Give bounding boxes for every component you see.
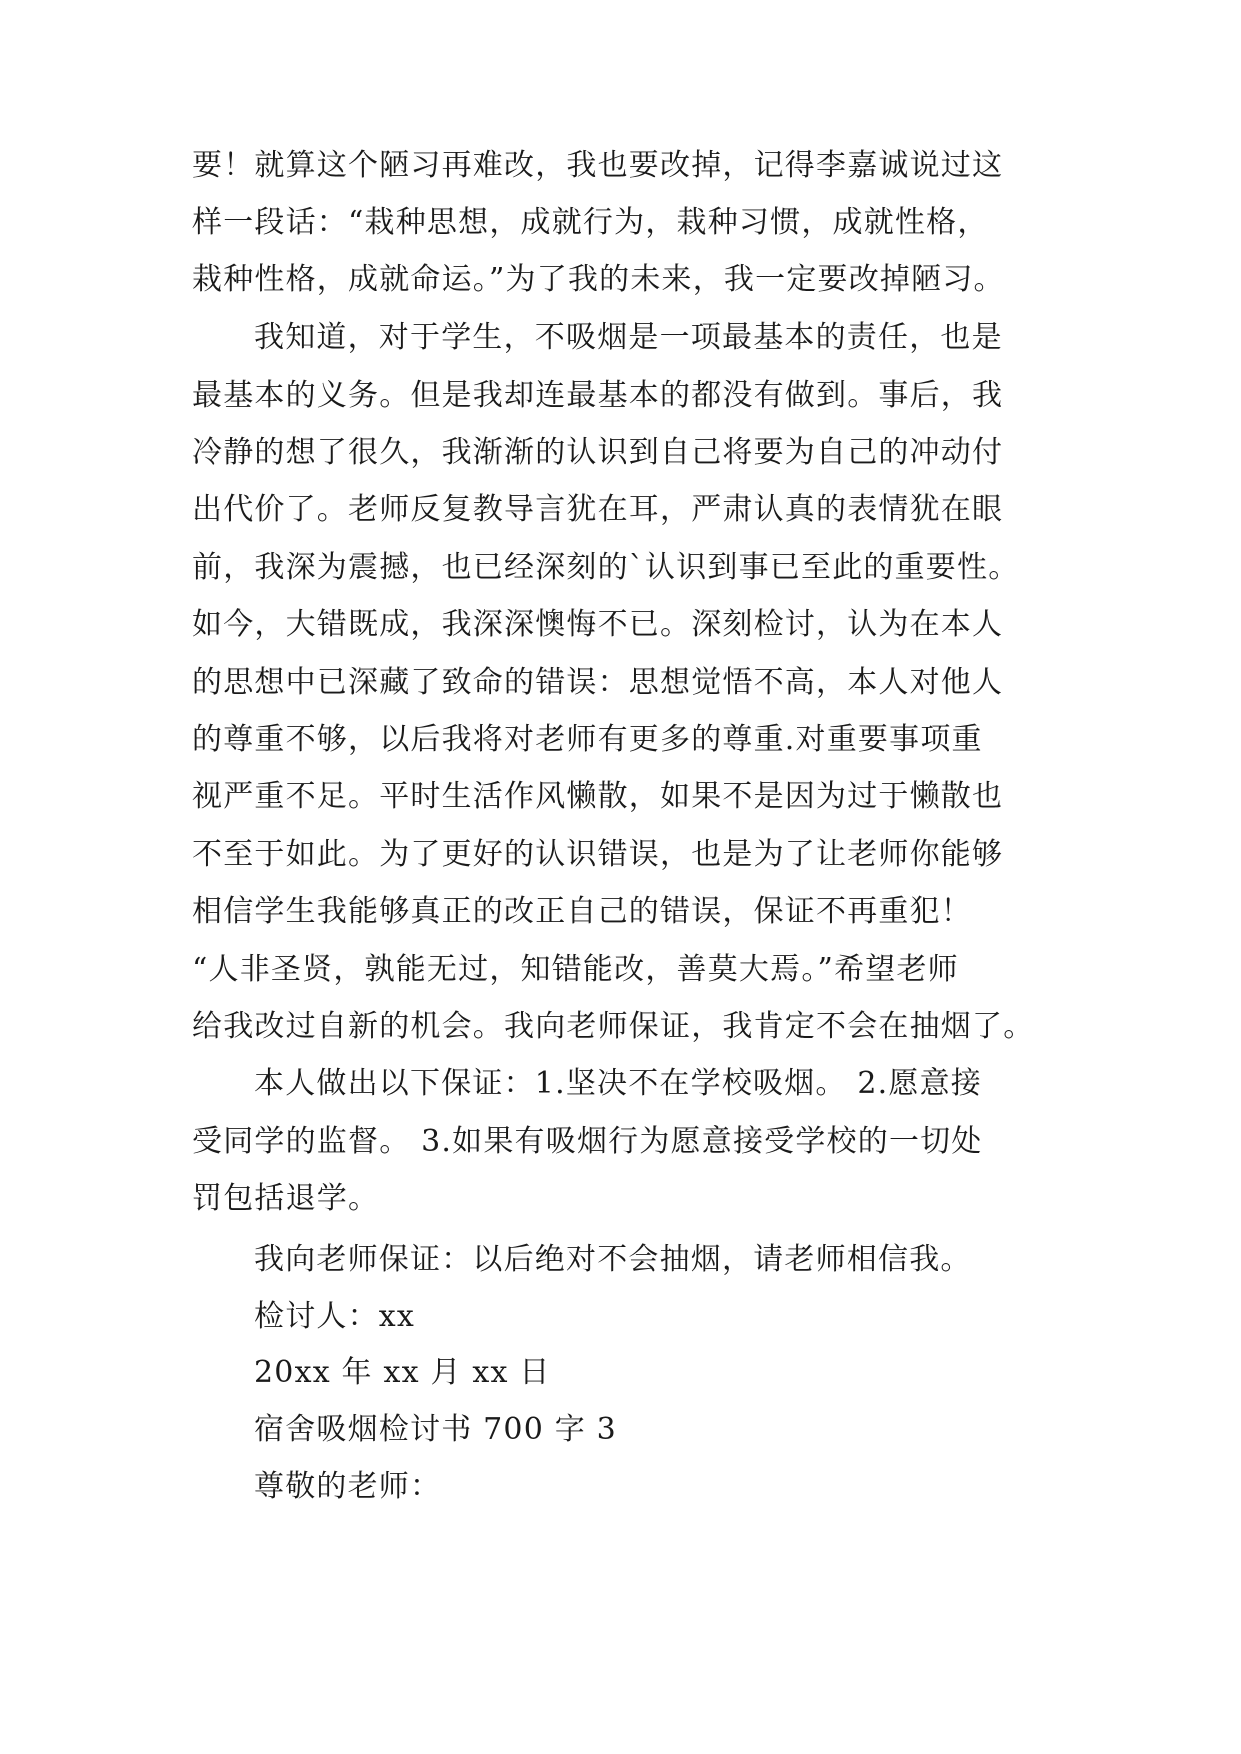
paragraph-line: 罚包括退学。 <box>192 1181 380 1216</box>
paragraph-line: 最基本的义务。但是我却连最基本的都没有做到。事后，我 <box>192 378 1004 413</box>
paragraph-line: 的思想中已深藏了致命的错误：思想觉悟不高，本人对他人 <box>192 665 1004 700</box>
paragraph-line: 受同学的监督。 3.如果有吸烟行为愿意接受学校的一切处 <box>192 1124 983 1159</box>
signer-line: 检讨人：xx <box>254 1299 416 1334</box>
salutation: 尊敬的老师： <box>254 1469 442 1504</box>
paragraph-line: 样一段话：“栽种思想，成就行为，栽种习惯，成就性格， <box>192 205 989 240</box>
paragraph-line: 如今，大错既成，我深深懊悔不已。深刻检讨，认为在本人 <box>192 607 1004 642</box>
paragraph-line: 给我改过自新的机会。我向老师保证，我肯定不会在抽烟了。 <box>192 1009 1035 1044</box>
paragraph-line: 不至于如此。为了更好的认识错误，也是为了让老师你能够 <box>192 837 1004 872</box>
paragraph-line: 前，我深为震撼，也已经深刻的`认识到事已至此的重要性。 <box>192 550 1020 585</box>
paragraph-line: “人非圣贤，孰能无过，知错能改，善莫大焉。”希望老师 <box>192 952 959 987</box>
paragraph-line: 栽种性格，成就命运。”为了我的未来，我一定要改掉陋习。 <box>192 262 1005 297</box>
paragraph-line: 要！就算这个陋习再难改，我也要改掉，记得李嘉诚说过这 <box>192 148 1004 183</box>
paragraph-line: 出代价了。老师反复教导言犹在耳，严肃认真的表情犹在眼 <box>192 492 1004 527</box>
section-title: 宿舍吸烟检讨书 700 字 3 <box>254 1412 617 1447</box>
paragraph-line: 我向老师保证：以后绝对不会抽烟，请老师相信我。 <box>254 1242 972 1277</box>
paragraph-line: 本人做出以下保证：1.坚决不在学校吸烟。 2.愿意接 <box>254 1066 982 1101</box>
paragraph-line: 相信学生我能够真正的改正自己的错误，保证不再重犯！ <box>192 894 972 929</box>
date-line: 20xx 年 xx 月 xx 日 <box>254 1355 551 1390</box>
paragraph-line: 冷静的想了很久，我渐渐的认识到自己将要为自己的冲动付 <box>192 435 1004 470</box>
paragraph-line: 的尊重不够，以后我将对老师有更多的尊重.对重要事项重 <box>192 722 983 757</box>
paragraph-line: 我知道，对于学生，不吸烟是一项最基本的责任，也是 <box>254 320 1003 355</box>
paragraph-line: 视严重不足。平时生活作风懒散，如果不是因为过于懒散也 <box>192 779 1004 814</box>
